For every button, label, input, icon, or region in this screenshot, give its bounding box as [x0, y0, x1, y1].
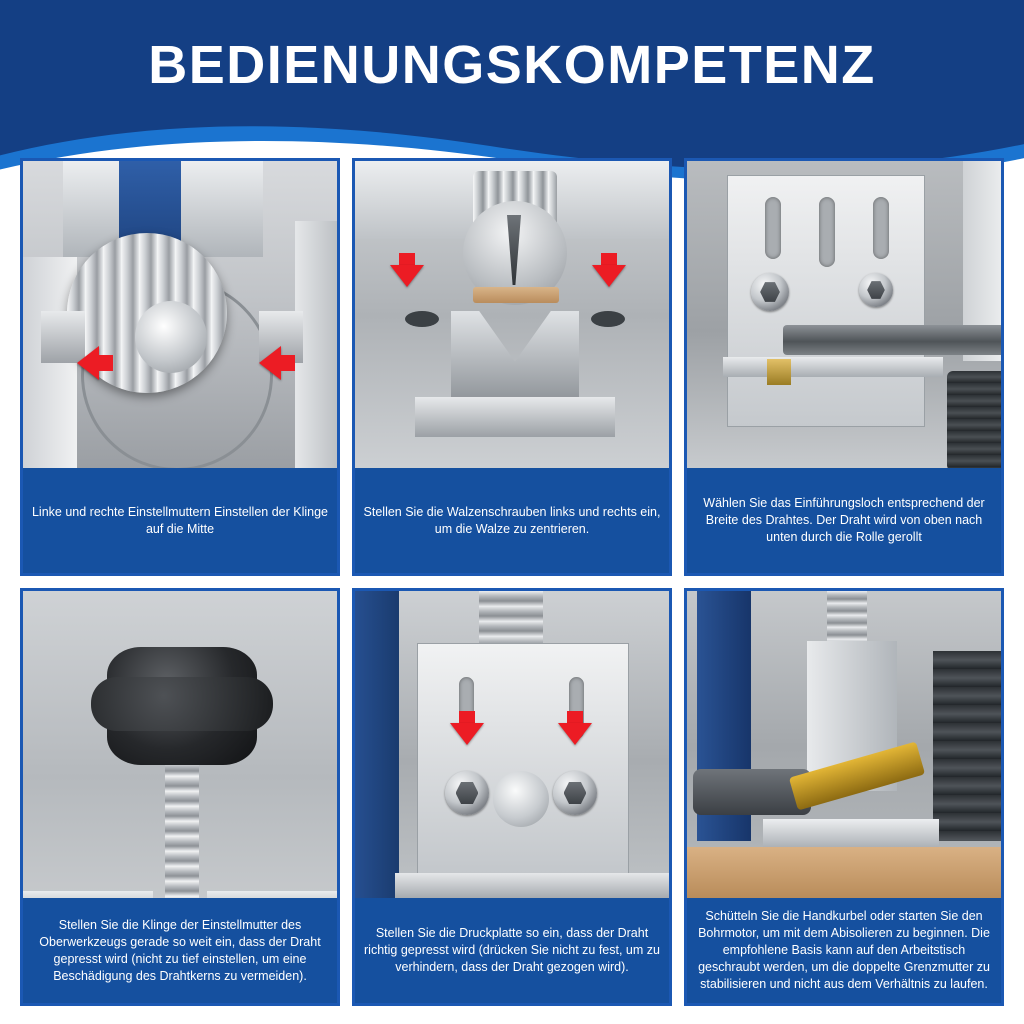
feature-card-2 [346, 152, 678, 582]
card-frame [20, 588, 340, 1006]
card-frame [20, 158, 340, 576]
card-6-caption [687, 898, 1001, 1003]
card-frame [352, 588, 672, 1006]
card-4-caption [23, 898, 337, 1003]
feature-card-6 [678, 582, 1010, 1012]
arrow-left-icon [77, 346, 99, 380]
card-3-caption-text: Wählen Sie das Einführungsloch entsprechend der Breite des Drahtes. Der Draht wird von oben nach unten durch die Rolle gerollt [703, 496, 985, 544]
card-5-photo [355, 591, 669, 901]
card-3-caption [687, 468, 1001, 573]
hex-bolt-icon [751, 273, 789, 311]
card-4-photo [23, 591, 337, 901]
feature-card-4 [14, 582, 346, 1012]
card-6-photo [687, 591, 1001, 901]
card-frame [352, 158, 672, 576]
hex-bolt-icon [445, 771, 489, 815]
page-title: BEDIENUNGSKOMPETENZ [148, 35, 876, 95]
card-5-caption-text: Stellen Sie die Druckplatte so ein, dass der Draht richtig gepresst wird (drücken Sie nicht zu fest, um zu verhindern, dass der Draht gezogen wird). [364, 926, 660, 974]
feature-card-1 [14, 152, 346, 582]
feature-card-5 [346, 582, 678, 1012]
card-2-photo [355, 161, 669, 471]
arrow-down-icon [390, 265, 424, 287]
hex-bolt-icon [859, 273, 893, 307]
card-1-caption-text: Linke und rechte Einstellmuttern Einstellen der Klinge auf die Mitte [31, 504, 328, 536]
card-frame [684, 158, 1004, 576]
arrow-left-icon [259, 346, 281, 380]
card-6-caption-text: Schütteln Sie die Handkurbel oder starten Sie den Bohrmotor, um mit dem Abisolieren zu beginnen. Die empfohlene Basis kann auf den Arbeitstisch geschraubt werden, um die doppelte Grenzmutter zu stabilisieren und nicht aus dem Verhältnis zu laufen. [698, 909, 990, 991]
card-2-caption [355, 468, 669, 573]
arrow-left-stem [99, 355, 113, 371]
arrow-down-icon [592, 265, 626, 287]
card-4-caption-text: Stellen Sie die Klinge der Einstellmutter des Oberwerkzeugs gerade so weit ein, dass der Draht gepresst wird (nicht zu tief einstellen, um eine Beschädigung des Drahtkerns zu vermeiden). [39, 917, 321, 983]
card-1-caption [23, 468, 337, 573]
card-1-photo [23, 161, 337, 471]
feature-card-3 [678, 152, 1010, 582]
card-3-photo [687, 161, 1001, 471]
hex-bolt-icon [553, 771, 597, 815]
arrow-down-icon [450, 723, 484, 745]
arrow-left-stem [281, 355, 295, 371]
card-5-caption [355, 898, 669, 1003]
arrow-down-icon [558, 723, 592, 745]
feature-grid [14, 152, 1010, 1012]
card-frame [684, 588, 1004, 1006]
card-2-caption-text: Stellen Sie die Walzenschrauben links und rechts ein, um die Walze zu zentrieren. [363, 504, 661, 536]
